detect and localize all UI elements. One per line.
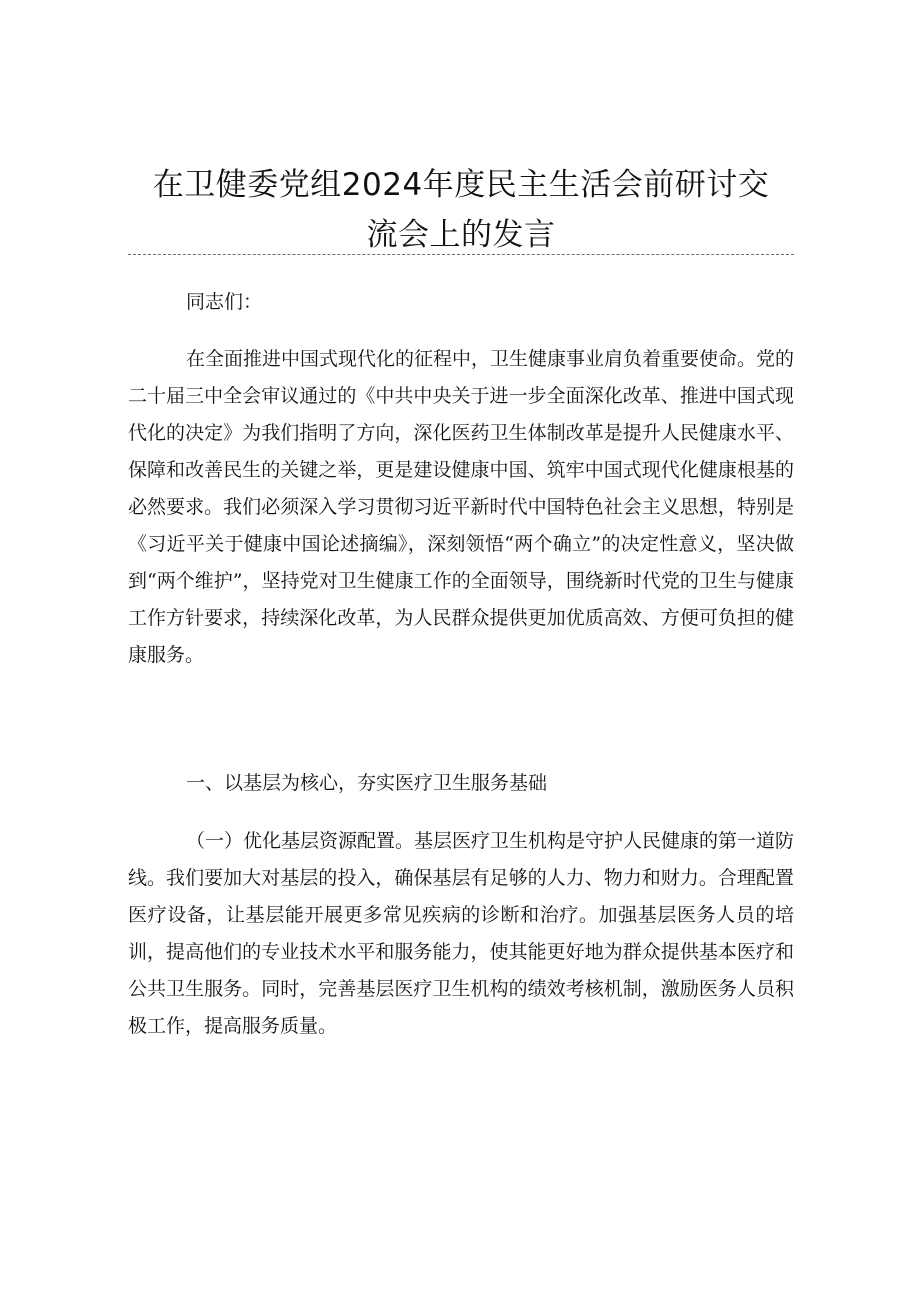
title-line-1: 在卫健委党组2024年度民主生活会前研讨交 xyxy=(152,167,770,203)
paragraph-subsection: （一）优化基层资源配置。基层医疗卫生机构是守护人民健康的第一道防线。我们要加大对基层的投入，确保基层有足够的人力、物力和财力。合理配置医疗设备，让基层能开展更多常见疾病的诊断和治疗。加强基层医务人员的培训，提高他们的专业技术水平和服务能力，使其能更好地为群众提供基本医疗和公共卫生服务。同时，完善基层医疗卫生机构的绩效考核机制，激励医务人员积极工作，提高服务质量。 xyxy=(128,830,795,1037)
paragraph-intro: 在全面推进中国式现代化的征程中，卫生健康事业肩负着重要使命。党的二十届三中全会审议通过的《中共中央关于进一步全面深化改革、推进中国式现代化的决定》为我们指明了方向，深化医药卫生体制改革是提升人民健康水平、保障和改善民生的关键之举，更是建设健康中国、筑牢中国式现代化健康根基的必然要求。我们必须深入学习贯彻习近平新时代中国特色社会主义思想，特别是《习近平关于健康中国论述摘编》，深刻领悟“两个确立”的决定性意义，坚决做到“两个维护”，坚持党对卫生健康工作的全面领导，围绕新时代党的卫生与健康工作方针要求，持续深化改革，为人民群众提供更加优质高效、方便可负担的健康服务。 xyxy=(128,348,795,666)
title-line-2: 流会上的发言 xyxy=(366,217,556,253)
salutation: 同志们： xyxy=(186,291,263,313)
title-divider xyxy=(128,254,794,255)
section-heading: 一、以基层为核心，夯实医疗卫生服务基础 xyxy=(186,772,548,794)
document-title xyxy=(128,160,794,260)
